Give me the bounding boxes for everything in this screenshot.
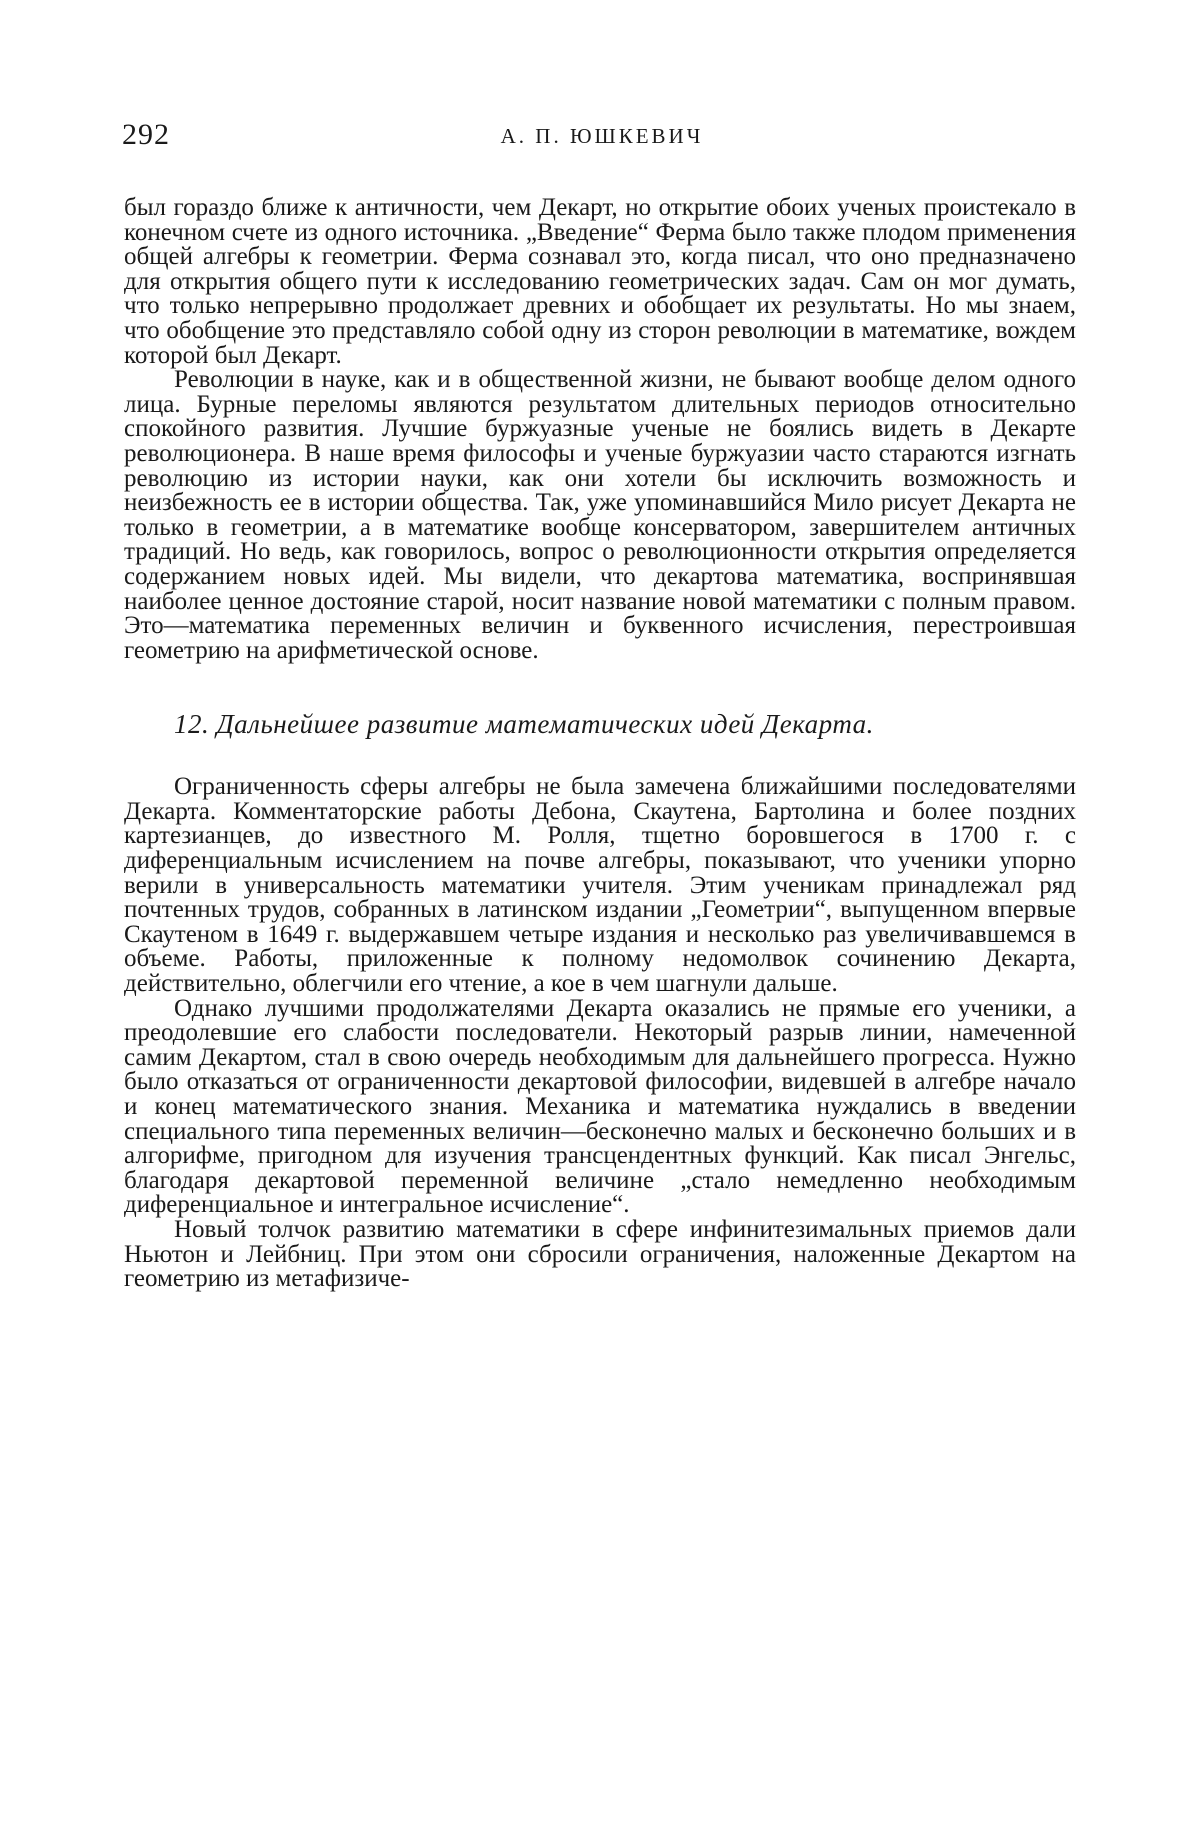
section-paragraph-2: Однако лучшими продолжателями Декарта оказались не прямые его ученики, а преодолевшие его слабости последователи. Некоторый разрыв линии, намеченной самим Декартом, стал в свою очередь необходимым для дальнейшего прогресса. Нужно было отказаться от ограниченности декартовой философии, видевшей в алгебре начало и конец математического знания. Механика и математика нуждались в введении специального типа переменных величин—бесконечно малых и бесконечно больших и в алгорифме, пригодном для изучения трансцендентных функций. Как писал Энгельс, благодаря декартовой переменной величине „стало немедленно необходимым диференциальное и интегральное исчисление“. bbox=[124, 994, 1076, 1219]
running-head-author: А. П. ЮШКЕВИЧ bbox=[500, 124, 704, 148]
running-head bbox=[122, 118, 1082, 158]
section-paragraph-1: Ограниченность сферы алгебры не была замечена ближайшими последователями Декарта. Комментаторские работы Дебона, Скаутена, Бартолина и более поздних картезианцев, до известного М. Ролля, тщетно боровшегося в 1700 г. с диференциальным исчислением на почве алгебры, показывают, что ученики упорно верили в универсальность математики учителя. Этим ученикам принадлежал ряд почтенных трудов, собранных в латинском издании „Геометрии“, выпущенном впервые Скаутеном в 1649 г. выдержавшем четыре издания и несколько раз увеличивавшемся в объеме. Работы, приложенные к полному недомолвок сочинению Декарта, действительно, облегчили его чтение, а кое в чем шагнули дальше. bbox=[124, 773, 1076, 998]
page-number: 292 bbox=[122, 118, 170, 151]
body-text bbox=[124, 196, 1076, 1292]
section-heading: 12. Дальнейшее развитие математических идей Декарта. bbox=[174, 709, 874, 740]
paragraph-2: Революции в науке, как и в общественной жизни, не бывают вообще делом одного лица. Бурные переломы являются результатом длительных периодов относительно спокойного развития. Лучшие буржуазные ученые не боялись видеть в Декарте революционера. В наше время философы и ученые буржуазии часто стараются изгнать революцию из истории науки, как они хотели бы исключить возможность и неизбежность ее в истории общества. Так, уже упоминавшийся Мило рисует Декарта не только в геометрии, а в математике вообще консерватором, завершителем античных традиций. Но ведь, как говорилось, вопрос о революционности открытия определяется содержанием новых идей. Мы видели, что декартова математика, воспринявшая наиболее ценное достояние старой, носит название новой математики с полным правом. Это—математика переменных величин и буквенного исчисления, перестроившая геометрию на арифметической основе. bbox=[124, 366, 1076, 664]
section-paragraph-3: Новый толчок развитию математики в сфере инфинитезимальных приемов дали Ньютон и Лейбниц. При этом они сбросили ограничения, наложенные Декартом на геометрию из метафизиче- bbox=[124, 1215, 1076, 1293]
paragraph-1: был гораздо ближе к античности, чем Декарт, но открытие обоих ученых проистекало в конечном счете из одного источника. „Введение“ Ферма было также плодом применения общей алгебры к геометрии. Ферма сознавал это, когда писал, что оно предназначено для открытия общего пути к исследованию геометрических задач. Сам он мог думать, что только непрерывно продолжает древних и обобщает их результаты. Но мы знаем, что обобщение это представляло собой одну из сторон революции в математике, вождем которой был Декарт. bbox=[124, 194, 1076, 369]
